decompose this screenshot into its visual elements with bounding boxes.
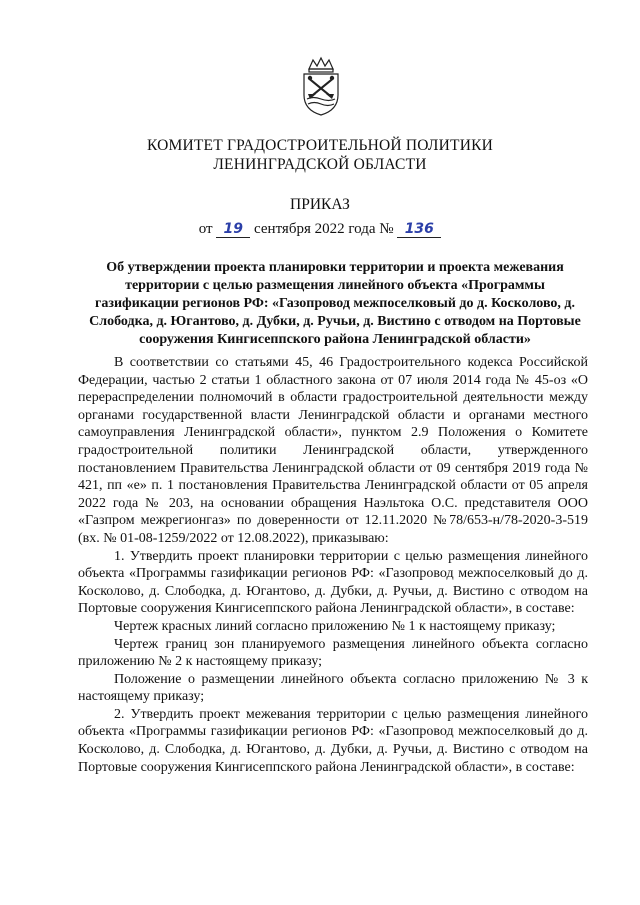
item-2-paragraph: 2. Утвердить проект межевания территории с целью размещения линейного объекта «Программы газификации регионов РФ: «Газопровод межпоселковый до д. Косколово, д. Слободка, д. Югантово, д. Дубки, д. Ручьи, д. Вистино с отводом на Портовые сооружения Кингисеппского района Ленинградской области», в составе: bbox=[78, 706, 588, 775]
order-title: ПРИКАЗ bbox=[290, 196, 350, 213]
leningrad-oblast-emblem-icon bbox=[299, 55, 343, 117]
order-month-year: сентября 2022 года № bbox=[254, 221, 394, 237]
committee-line-1: КОМИТЕТ ГРАДОСТРОИТЕЛЬНОЙ ПОЛИТИКИ bbox=[146, 137, 494, 154]
item-1-component-3: Положение о размещении линейного объекта согласно приложению № 3 к настоящему приказу; bbox=[78, 671, 588, 705]
order-subject: Об утверждении проекта планировки территории и проекта межевания территории с целью размещения линейного объекта «Программы газификации регионов РФ: «Газопровод межпоселковый до д. Косколово, д. Слободка, д. Югантово, д. Дубки, д. Ручьи, д. Вистино с отводом на Портовые сооружения Кингисеппского района Ленинградской области» bbox=[89, 260, 581, 347]
order-day-handwritten: 19 bbox=[216, 222, 250, 238]
item-1-component-2: Чертеж границ зон планируемого размещения линейного объекта согласно приложению № 2 к настоящему приказу; bbox=[78, 636, 588, 670]
item-1-paragraph: 1. Утвердить проект планировки территории с целью размещения линейного объекта «Программы газификации регионов РФ: «Газопровод межпоселковый до д. Косколово, д. Слободка, д. Югантово, д. Дубки, д. Ручьи, д. Вистино с отводом на Портовые сооружения Кингисеппского района Ленинградской области», в составе: bbox=[78, 548, 588, 617]
item-1-component-1: Чертеж красных линий согласно приложению № 1 к настоящему приказу; bbox=[114, 618, 556, 634]
order-number-handwritten: 136 bbox=[397, 222, 441, 238]
committee-line-2: ЛЕНИНГРАДСКОЙ ОБЛАСТИ bbox=[213, 156, 427, 173]
order-body bbox=[78, 354, 588, 776]
order-date-number-line bbox=[0, 221, 640, 238]
order-date-prefix: от bbox=[198, 221, 213, 237]
preamble-paragraph: В соответствии со статьями 45, 46 Градостроительного кодекса Российской Федерации, частью 2 статьи 1 областного закона от 07 июля 2014 года № 45-оз «О перераспределении полномочий в области градостроительной деятельности между органами государственной власти Ленинградской области и органами местного самоуправления Ленинградской области», пунктом 2.9 Положения о Комитете градостроительной политики Ленинградской области, утвержденного постановлением Правительства Ленинградской области от 09 сентября 2019 года № 421, пп «е» п. 1 постановления Правительства Ленинградской области от 05 апреля 2022 года № 203, на основании обращения Наэльтока О.С. представителя ООО «Газпром межрегионгаз» по доверенности от 12.11.2020 №78/653-н/78-2020-3-519 (вх. № 01-08-1259/2022 от 12.08.2022), приказываю: bbox=[78, 355, 588, 546]
committee-name bbox=[0, 136, 640, 174]
